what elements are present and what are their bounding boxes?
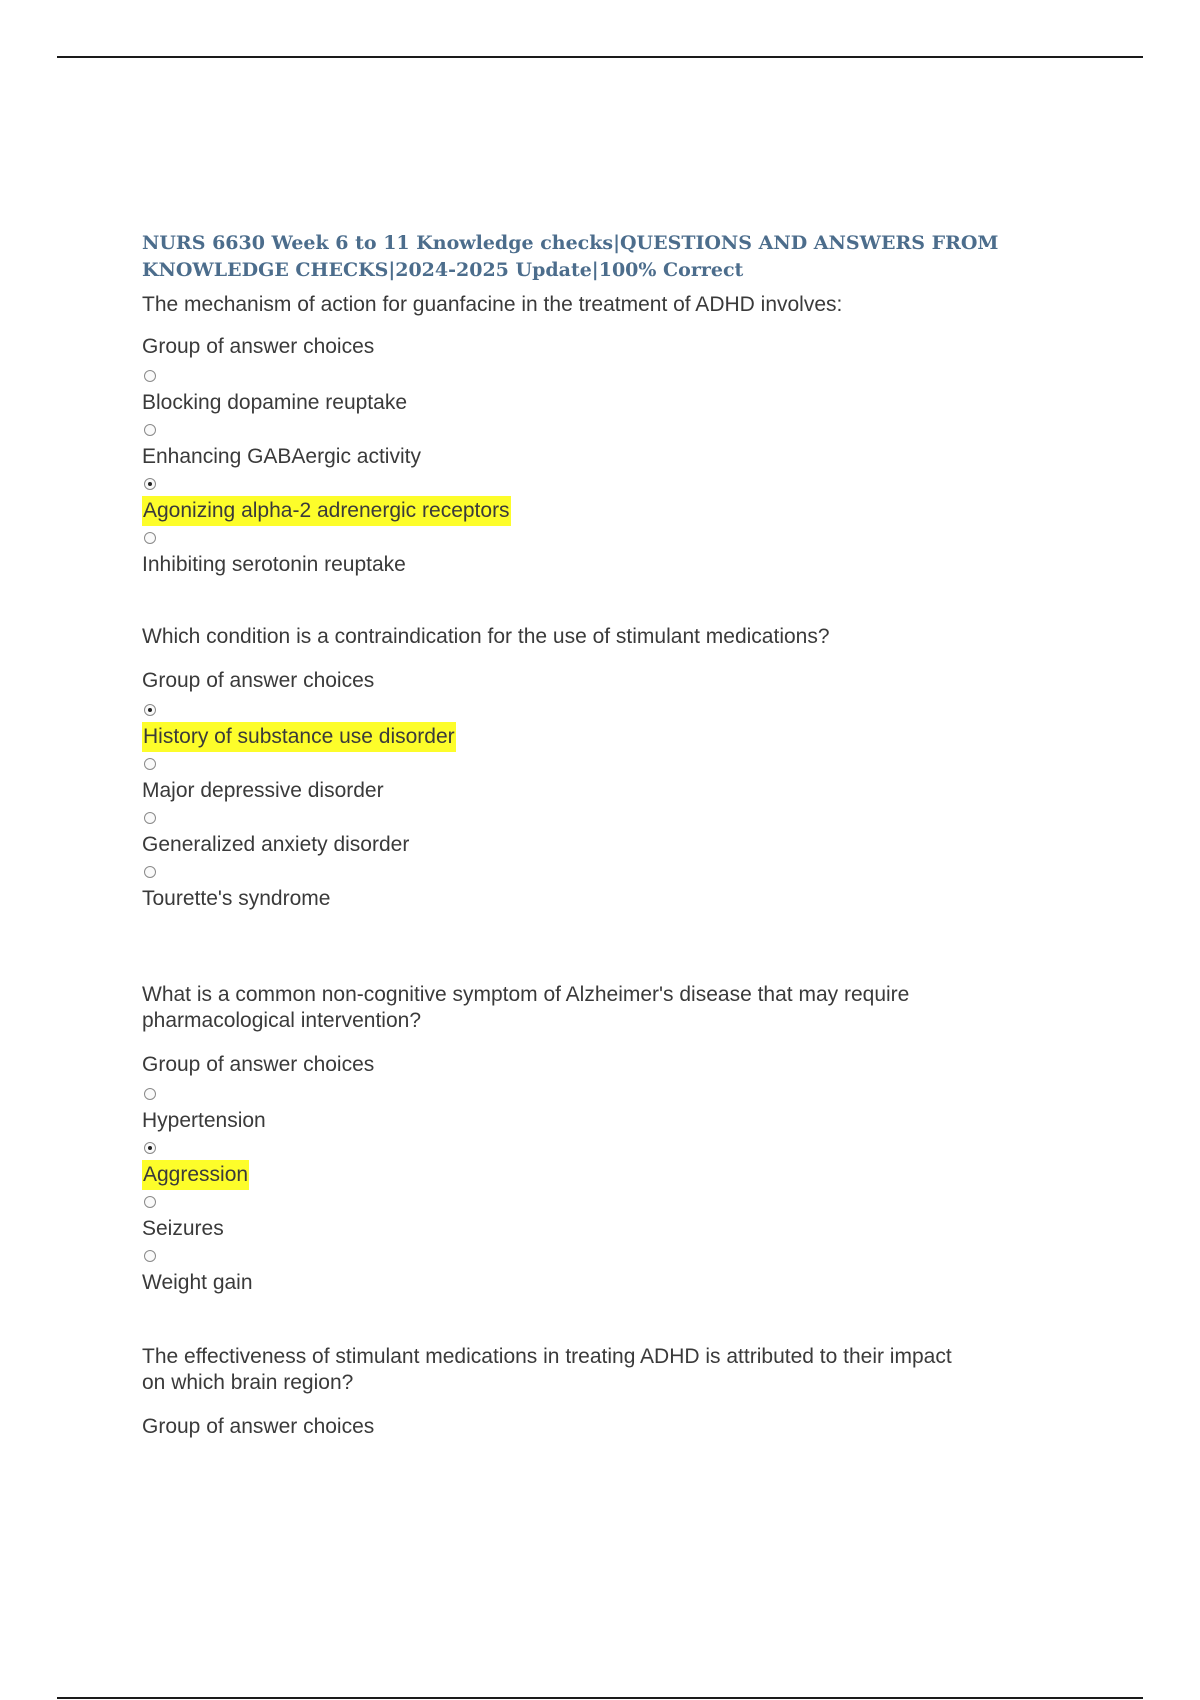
group-label: Group of answer choices xyxy=(142,335,375,358)
question-1-text: The mechanism of action for guanfacine in the treatment of ADHD involves: xyxy=(142,293,843,316)
answer-option xyxy=(142,1244,1072,1298)
top-rule xyxy=(57,56,1143,58)
radio-button[interactable] xyxy=(144,866,156,878)
question-4-text xyxy=(142,1344,1072,1396)
radio-button-selected[interactable] xyxy=(144,478,156,490)
answer-option xyxy=(142,1082,1072,1136)
title-line-1: NURS 6630 Week 6 to 11 Knowledge checks|QUESTIONS AND ANSWERS FROM xyxy=(142,232,999,254)
option-label: Blocking dopamine reuptake xyxy=(142,391,408,414)
question-3 xyxy=(142,982,1072,1298)
answer-option xyxy=(142,526,1072,580)
question-1 xyxy=(142,292,1072,580)
document-page xyxy=(142,230,1072,1440)
group-label: Group of answer choices xyxy=(142,669,375,692)
answer-options xyxy=(142,364,1072,580)
option-label: Generalized anxiety disorder xyxy=(142,833,410,856)
question-2-text: Which condition is a contraindication for the use of stimulant medications? xyxy=(142,625,830,648)
question-4-text-line-2: on which brain region? xyxy=(142,1371,354,1394)
radio-button[interactable] xyxy=(144,1088,156,1100)
question-3-text-line-1: What is a common non-cognitive symptom of Alzheimer's disease that may require xyxy=(142,983,910,1006)
radio-button-selected[interactable] xyxy=(144,1142,156,1154)
answer-option xyxy=(142,806,1072,860)
answer-options xyxy=(142,698,1072,914)
bottom-rule xyxy=(57,1697,1143,1699)
answer-option xyxy=(142,418,1072,472)
answer-option xyxy=(142,860,1072,914)
option-label: Major depressive disorder xyxy=(142,779,384,802)
answer-option xyxy=(142,364,1072,418)
radio-button[interactable] xyxy=(144,758,156,770)
document-title xyxy=(142,230,1072,284)
answer-option xyxy=(142,1136,1072,1190)
radio-button[interactable] xyxy=(144,370,156,382)
option-label: Hypertension xyxy=(142,1109,266,1132)
option-label-highlighted: History of substance use disorder xyxy=(142,722,456,752)
question-3-text-line-2: pharmacological intervention? xyxy=(142,1009,421,1032)
question-4-text-line-1: The effectiveness of stimulant medications in treating ADHD is attributed to their impact xyxy=(142,1345,952,1368)
radio-button[interactable] xyxy=(144,532,156,544)
answer-options xyxy=(142,1082,1072,1298)
radio-button-selected[interactable] xyxy=(144,704,156,716)
option-label: Tourette's syndrome xyxy=(142,887,331,910)
answer-option xyxy=(142,752,1072,806)
radio-button[interactable] xyxy=(144,424,156,436)
answer-option xyxy=(142,1190,1072,1244)
radio-button[interactable] xyxy=(144,812,156,824)
option-label: Enhancing GABAergic activity xyxy=(142,445,421,468)
group-label: Group of answer choices xyxy=(142,1053,375,1076)
radio-button[interactable] xyxy=(144,1196,156,1208)
option-label: Seizures xyxy=(142,1217,224,1240)
question-2 xyxy=(142,624,1072,914)
option-label-highlighted: Agonizing alpha-2 adrenergic receptors xyxy=(142,496,511,526)
option-label: Inhibiting serotonin reuptake xyxy=(142,553,406,576)
answer-option xyxy=(142,472,1072,526)
option-label-highlighted: Aggression xyxy=(142,1160,249,1190)
option-label: Weight gain xyxy=(142,1271,253,1294)
question-4 xyxy=(142,1344,1072,1440)
answer-option xyxy=(142,698,1072,752)
title-line-2: KNOWLEDGE CHECKS|2024-2025 Update|100% Correct xyxy=(142,259,744,281)
radio-button[interactable] xyxy=(144,1250,156,1262)
group-label: Group of answer choices xyxy=(142,1415,375,1438)
question-3-text xyxy=(142,982,1072,1034)
